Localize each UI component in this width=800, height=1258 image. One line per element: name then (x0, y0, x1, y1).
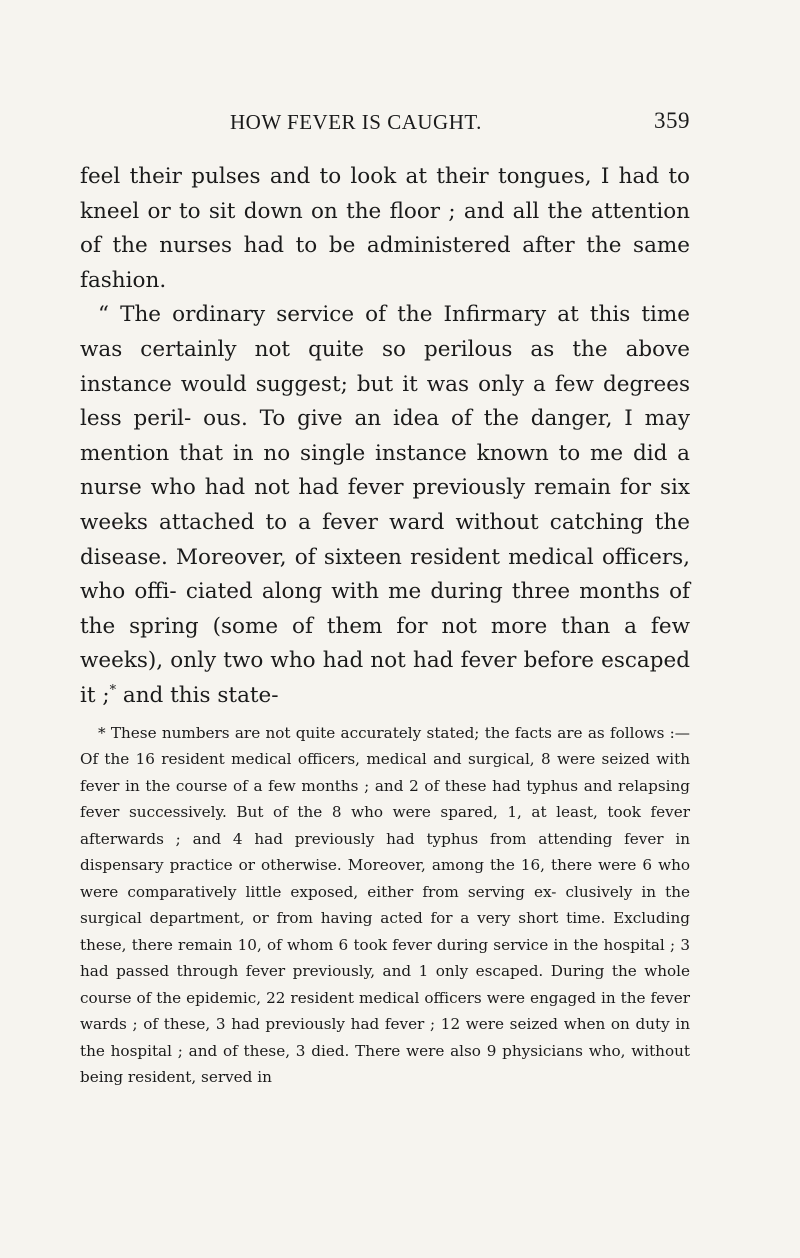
running-title: HOW FEVER IS CAUGHT. (230, 110, 482, 134)
footnote-text: These numbers are not quite accurately stated; the facts are as follows :—Of the 16 resident medical officers, medical and surgical, 8 were seized with fever in the course of a few months ; and 2 of these had typhus and relapsing fever successively. But of the 8 who were spared, 1, at least, took fever afterwards ; and 4 had previously had typhus from attending fever in dispensary practice or otherwise. Moreover, among the 16, there were 6 who were comparatively little exposed, either from serving ex- clusively in the surgical department, or from having acted for a very short time. Excluding these, there remain 10, of whom 6 took fever during service in the hospital ; 3 had passed through fever previously, and 1 only escaped. During the whole course of the epidemic, 22 resident medical officers were engaged in the fever wards ; of these, 3 had previously had fever ; 12 were seized when on duty in the hospital ; and of these, 3 died. There were also 9 physicians who, without being resident, served in (80, 723, 690, 1086)
footnote-marker: * (98, 723, 106, 742)
paragraph-2-tail: and this state- (116, 682, 279, 708)
footnote (80, 720, 690, 1091)
footnote-reference: * (109, 682, 117, 698)
paragraph-1: feel their pulses and to look at their tongues, I had to kneel or to sit down on the floor ; and all the attention of the nurses had to be administered after the same fashion. (80, 164, 690, 293)
book-page (80, 106, 690, 1091)
paragraph-2 (80, 298, 690, 713)
body-text (80, 160, 690, 714)
running-head (80, 106, 690, 146)
paragraph-2-text: “ The ordinary service of the Infirmary at this time was certainly not quite so perilous as the above instance would suggest; but it was only a few degrees less peril- ous. To give an idea of the danger, I may mention that in no single instance known to me did a nurse who had not had fever previously remain for six weeks attached to a fever ward without catching the disease. Moreover, of sixteen resident medical officers, who offi- ciated along with me during three months of the spring (some of them for not more than a few weeks), only two who had not had fever before escaped it ; (80, 302, 690, 708)
page-number: 359 (654, 108, 690, 133)
